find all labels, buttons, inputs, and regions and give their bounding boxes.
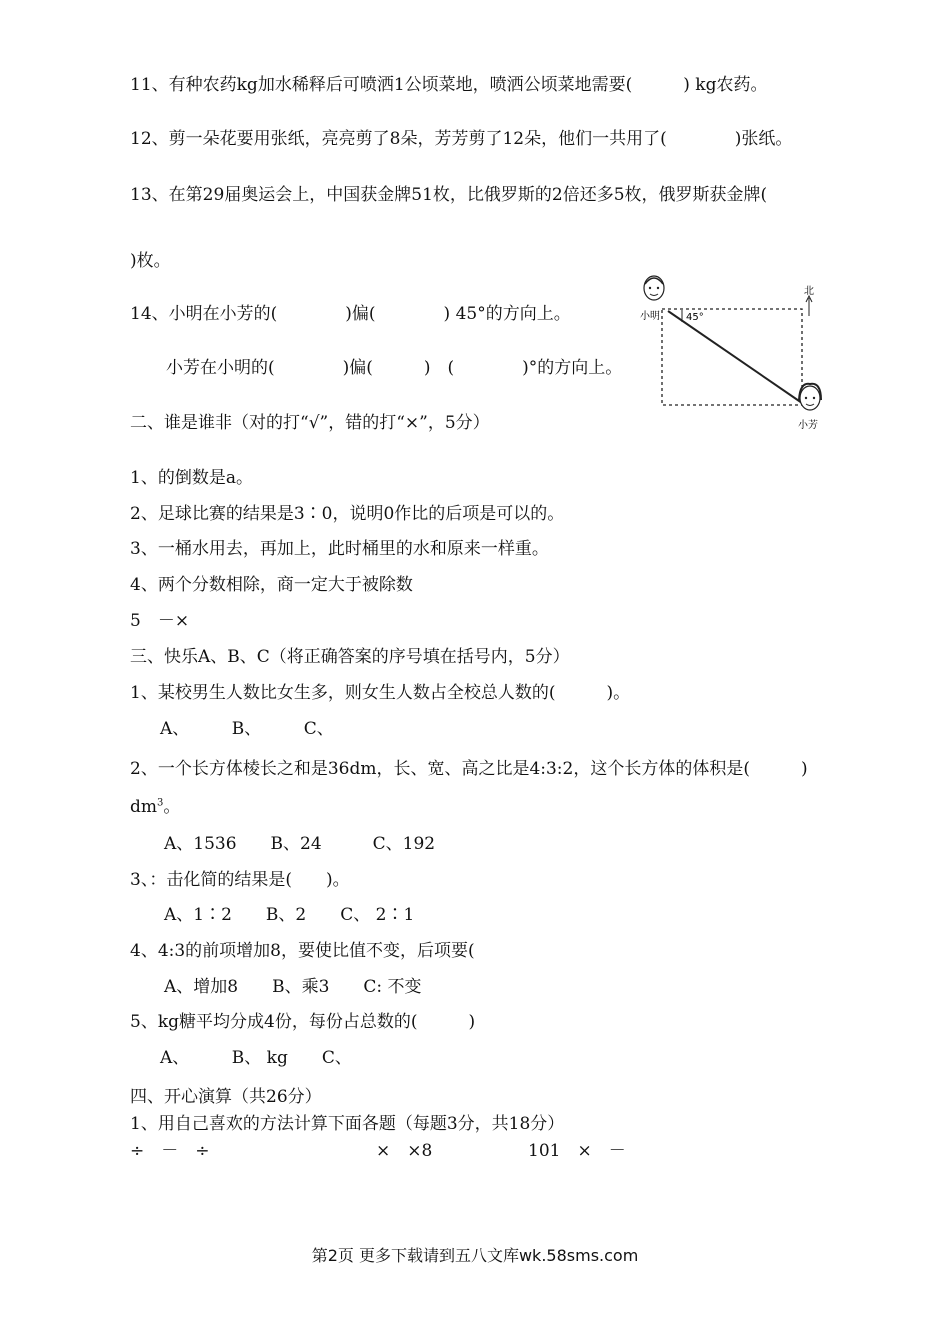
q2-unit-exponent: 3: [157, 797, 164, 809]
section-3-q4-options: A、增加8 B、乘3 C: 不变: [164, 977, 422, 997]
q2-unit-period: 。: [163, 797, 181, 817]
question-11: 11、有种农药kg加水稀释后可喷洒1公顷菜地，喷洒公顷菜地需要( ) kg农药。: [130, 75, 768, 95]
calc-expression-2: × ×8: [376, 1141, 433, 1161]
angle-label: 45°: [686, 312, 704, 323]
section-2-item-1: 1、的倒数是a。: [130, 468, 253, 488]
section-3-q2-options: A、1536 B、24 C、192: [164, 834, 436, 854]
section-4-title: 四、开心演算（共26分）: [130, 1087, 322, 1107]
section-3-q2-unit: [130, 796, 180, 818]
question-14-line2: 小芳在小明的( )偏( ) ( )°的方向上。: [166, 358, 623, 378]
section-3-q5: 5、kg糖平均分成4份，每份占总数的( ): [130, 1012, 476, 1032]
direction-diagram: [632, 272, 872, 442]
question-13-line1: 13、在第29届奥运会上，中国获金牌51枚，比俄罗斯的2倍还多5枚，俄罗斯获金牌(: [130, 185, 768, 205]
xiaoming-avatar: [644, 276, 664, 300]
dashed-rectangle: [662, 309, 802, 405]
calc-expression-3: 101 × －: [528, 1141, 626, 1161]
xiaoming-label: 小明: [640, 311, 660, 322]
question-12: 12、剪一朵花要用张纸，亮亮剪了8朵，芳芳剪了12朵，他们一共用了( )张纸。: [130, 129, 793, 149]
section-3-title: 三、快乐A、B、C（将正确答案的序号填在括号内，5分）: [130, 647, 570, 667]
section-3-q4: 4、4:3的前项增加8，要使比值不变，后项要(: [130, 941, 475, 961]
connecting-line: [668, 311, 802, 403]
question-13-line2: )枚。: [130, 251, 171, 271]
north-arrow-icon: [806, 296, 812, 316]
section-3-q3: 3、：击化简的结果是( )。: [130, 870, 350, 890]
section-3-q3-options: A、1∶2 B、2 C、 2∶1: [164, 905, 415, 925]
question-14-line1: 14、小明在小芳的( )偏( ) 45°的方向上。: [130, 304, 571, 324]
page-footer: 第2页 更多下载请到五八文库wk.58sms.com: [311, 1246, 639, 1265]
section-2-item-4: 4、两个分数相除，商一定大于被除数: [130, 575, 413, 595]
xiaofang-label: 小芳: [798, 420, 818, 431]
section-3-q1-options: A、 B、 C、: [160, 719, 334, 739]
section-2-item-5: 5 －×: [130, 611, 190, 631]
section-2-title: 二、谁是谁非（对的打“√”，错的打“×”，5分）: [130, 413, 490, 433]
section-4-q1: 1、用自己喜欢的方法计算下面各题（每题3分，共18分）: [130, 1114, 565, 1134]
xiaofang-avatar: [799, 384, 821, 410]
section-2-item-2: 2、足球比赛的结果是3∶0，说明0作比的后项是可以的。: [130, 504, 565, 524]
section-3-q5-options: A、 B、 kg C、: [160, 1048, 352, 1068]
section-2-item-3: 3、一桶水用去，再加上，此时桶里的水和原来一样重。: [130, 539, 549, 559]
calc-expression-1: ÷ － ÷: [130, 1141, 210, 1161]
north-label: 北: [804, 286, 814, 297]
section-3-q1: 1、某校男生人数比女生多，则女生人数占全校总人数的( )。: [130, 683, 631, 703]
q2-unit-text: dm: [130, 797, 158, 817]
section-3-q2: 2、一个长方体棱长之和是36dm，长、宽、高之比是4:3:2，这个长方体的体积是( ): [130, 759, 808, 779]
